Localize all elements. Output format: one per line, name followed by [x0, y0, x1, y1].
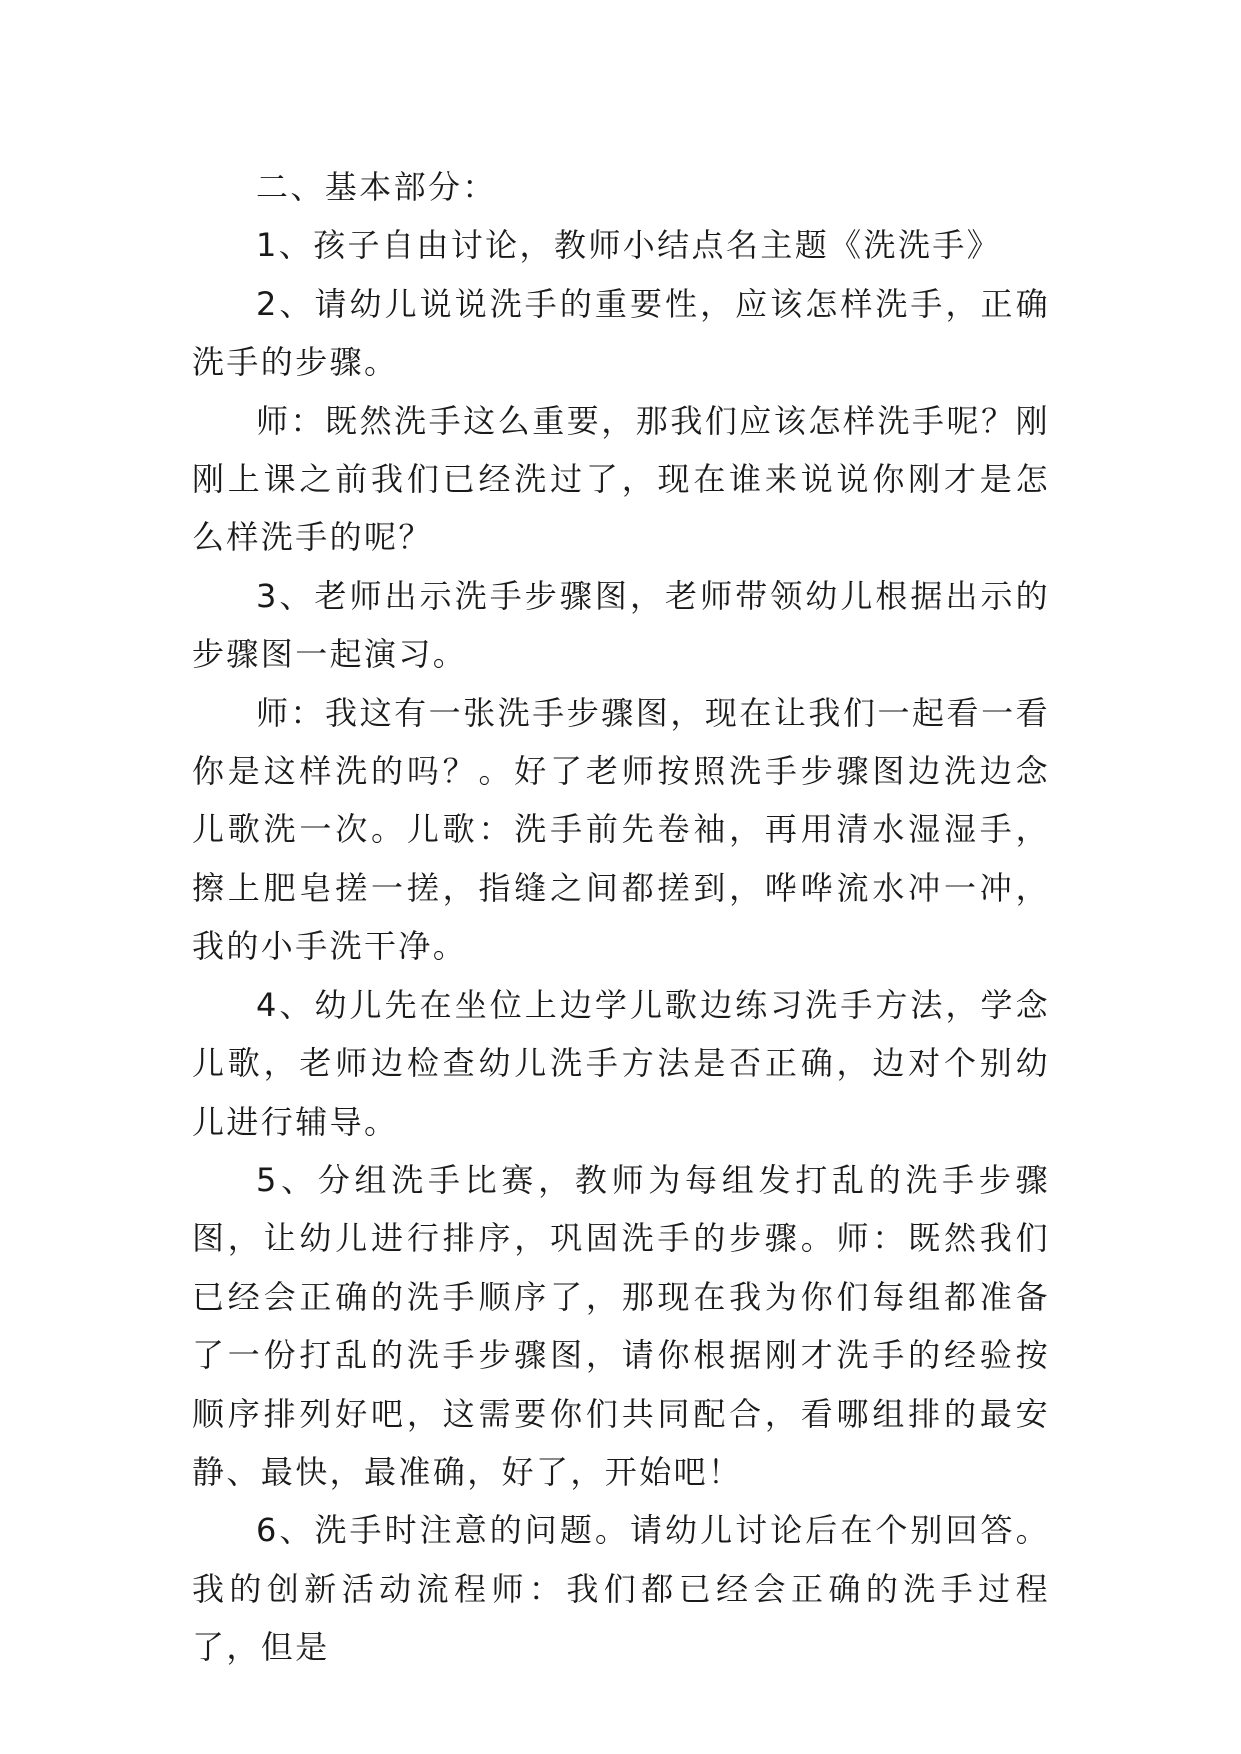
- paragraph-step-4: 4、幼儿先在坐位上边学儿歌边练习洗手方法，学念儿歌，老师边检查幼儿洗手方法是否正确，边对个别幼儿进行辅导。: [192, 985, 1050, 1141]
- paragraph-teacher-song: 师：我这有一张洗手步骤图，现在让我们一起看一看你是这样洗的吗？。好了老师按照洗手步骤图边洗边念儿歌洗一次。儿歌：洗手前先卷袖，再用清水湿湿手，擦上肥皂搓一搓，指缝之间都搓到，哗哗流水冲一冲，我的小手洗干净。: [192, 693, 1050, 966]
- paragraph-teacher-question: 师：既然洗手这么重要，那我们应该怎样洗手呢？刚刚上课之前我们已经洗过了，现在谁来说说你刚才是怎么样洗手的呢？: [192, 401, 1050, 557]
- paragraph-step-6: 6、洗手时注意的问题。请幼儿讨论后在个别回答。我的创新活动流程师：我们都已经会正确的洗手过程了，但是: [192, 1511, 1050, 1667]
- paragraph-step-2: 2、请幼儿说说洗手的重要性，应该怎样洗手，正确洗手的步骤。: [192, 284, 1050, 382]
- document-body: [192, 158, 1050, 1677]
- paragraph-step-1: 1、孩子自由讨论，教师小结点名主题《洗洗手》: [256, 226, 1002, 265]
- paragraph-step-3: 3、老师出示洗手步骤图，老师带领幼儿根据出示的步骤图一起演习。: [192, 576, 1050, 674]
- section-heading: 二、基本部分：: [256, 168, 497, 206]
- paragraph-step-5: 5、分组洗手比赛，教师为每组发打乱的洗手步骤图，让幼儿进行排序，巩固洗手的步骤。师：既然我们已经会正确的洗手顺序了，那现在我为你们每组都准备了一份打乱的洗手步骤图，请你根据刚才洗手的经验按顺序排列好吧，这需要你们共同配合，看哪组排的最安静、最快，最准确，好了，开始吧！: [192, 1160, 1050, 1491]
